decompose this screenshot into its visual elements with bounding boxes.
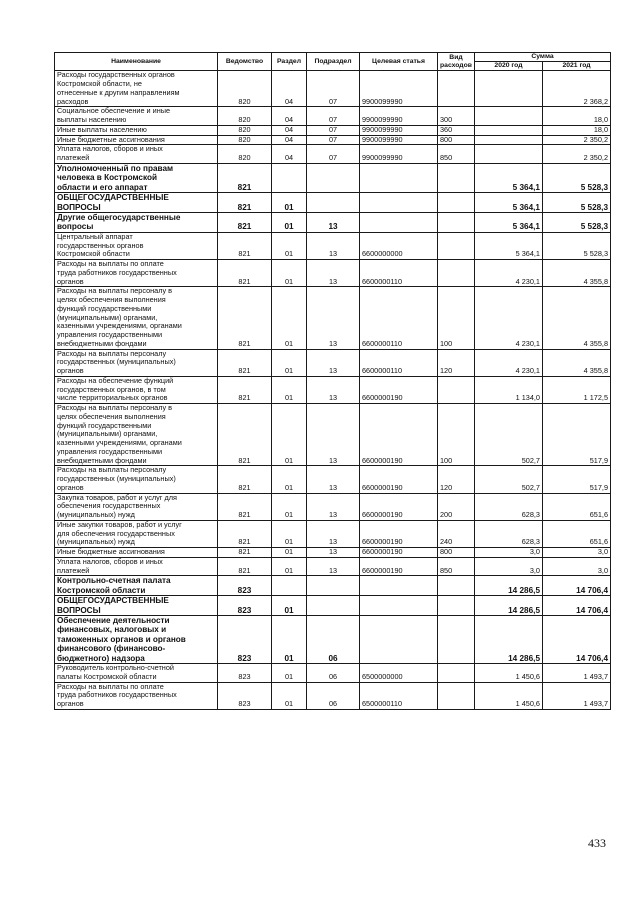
cell-name: Расходы на обеспечение функций государственных органов, в том числе территориальных органов — [55, 376, 218, 403]
cell-sum-2021: 517,9 — [543, 466, 611, 493]
cell-department: 820 — [218, 125, 272, 135]
cell-department: 820 — [218, 107, 272, 126]
cell-expense-type — [438, 71, 475, 107]
cell-expense-type: 850 — [438, 145, 475, 164]
cell-expense-type — [438, 682, 475, 709]
header-sum: Сумма — [475, 53, 611, 62]
cell-target: 6600000000 — [360, 232, 438, 259]
cell-sum-2020: 14 286,5 — [475, 576, 543, 596]
cell-department: 821 — [218, 520, 272, 547]
cell-department: 821 — [218, 404, 272, 466]
cell-department: 821 — [218, 466, 272, 493]
cell-sum-2020: 1 450,6 — [475, 664, 543, 683]
cell-sum-2020 — [475, 135, 543, 145]
cell-subsection: 13 — [307, 349, 360, 376]
cell-sum-2021: 2 368,2 — [543, 71, 611, 107]
cell-subsection: 13 — [307, 212, 360, 232]
cell-target: 6600000110 — [360, 260, 438, 287]
cell-subsection: 13 — [307, 557, 360, 576]
cell-target — [360, 596, 438, 616]
header-section: Раздел — [272, 53, 307, 71]
cell-name: Иные бюджетные ассигнования — [55, 135, 218, 145]
cell-sum-2020 — [475, 145, 543, 164]
cell-sum-2021: 5 528,3 — [543, 232, 611, 259]
cell-sum-2021: 4 355,8 — [543, 349, 611, 376]
cell-department: 821 — [218, 232, 272, 259]
cell-sum-2021: 651,6 — [543, 520, 611, 547]
header-expense-type: Вид расходов — [438, 53, 475, 71]
cell-expense-type: 120 — [438, 349, 475, 376]
table-row — [55, 212, 611, 232]
cell-sum-2021: 14 706,4 — [543, 576, 611, 596]
cell-section: 04 — [272, 125, 307, 135]
cell-section: 01 — [272, 664, 307, 683]
cell-expense-type: 120 — [438, 466, 475, 493]
cell-subsection: 13 — [307, 404, 360, 466]
cell-sum-2020: 4 230,1 — [475, 260, 543, 287]
cell-target: 6600000110 — [360, 349, 438, 376]
table-row — [55, 349, 611, 376]
cell-subsection: 07 — [307, 125, 360, 135]
cell-section: 01 — [272, 232, 307, 259]
table-row — [55, 287, 611, 349]
cell-subsection: 06 — [307, 682, 360, 709]
cell-sum-2021: 4 355,8 — [543, 260, 611, 287]
cell-name: Расходы на выплаты персоналу государственных (муниципальных) органов — [55, 349, 218, 376]
cell-subsection: 13 — [307, 520, 360, 547]
table-row — [55, 107, 611, 126]
cell-name: Руководитель контрольно-счетной палаты Костромской области — [55, 664, 218, 683]
cell-section: 01 — [272, 682, 307, 709]
cell-subsection: 13 — [307, 232, 360, 259]
cell-expense-type — [438, 163, 475, 192]
cell-name: Расходы на выплаты персоналу государственных (муниципальных) органов — [55, 466, 218, 493]
table-row — [55, 520, 611, 547]
cell-department: 821 — [218, 376, 272, 403]
cell-expense-type: 800 — [438, 135, 475, 145]
cell-department: 821 — [218, 193, 272, 213]
cell-section: 01 — [272, 548, 307, 558]
table-row — [55, 664, 611, 683]
page-number: 433 — [588, 836, 606, 850]
cell-target: 6600000190 — [360, 466, 438, 493]
table-row — [55, 576, 611, 596]
cell-sum-2021: 2 350,2 — [543, 135, 611, 145]
table-row — [55, 125, 611, 135]
cell-expense-type — [438, 232, 475, 259]
cell-target — [360, 163, 438, 192]
table-row — [55, 493, 611, 520]
header-target: Целевая статья — [360, 53, 438, 71]
cell-subsection — [307, 596, 360, 616]
cell-department: 821 — [218, 349, 272, 376]
cell-expense-type: 360 — [438, 125, 475, 135]
cell-department: 820 — [218, 71, 272, 107]
table-row — [55, 260, 611, 287]
cell-sum-2020: 3,0 — [475, 548, 543, 558]
cell-name: Расходы на выплаты по оплате труда работников государственных органов — [55, 260, 218, 287]
header-subsection: Подраздел — [307, 53, 360, 71]
cell-subsection: 13 — [307, 287, 360, 349]
cell-name: Закупка товаров, работ и услуг для обеспечения государственных (муниципальных) нужд — [55, 493, 218, 520]
table-row — [55, 682, 611, 709]
cell-target: 6500000000 — [360, 664, 438, 683]
cell-name: Уполномоченный по правам человека в Костромской области и его аппарат — [55, 163, 218, 192]
cell-sum-2021: 14 706,4 — [543, 615, 611, 663]
table-row — [55, 466, 611, 493]
header-department: Ведомство — [218, 53, 272, 71]
cell-sum-2020: 4 230,1 — [475, 349, 543, 376]
cell-sum-2020: 502,7 — [475, 404, 543, 466]
cell-name: Расходы на выплаты по оплате труда работников государственных органов — [55, 682, 218, 709]
cell-target: 9900099990 — [360, 145, 438, 164]
cell-sum-2021: 4 355,8 — [543, 287, 611, 349]
cell-sum-2020: 14 286,5 — [475, 615, 543, 663]
cell-department: 823 — [218, 596, 272, 616]
cell-expense-type: 300 — [438, 107, 475, 126]
cell-sum-2021: 14 706,4 — [543, 596, 611, 616]
cell-target: 9900099990 — [360, 71, 438, 107]
cell-sum-2020: 5 364,1 — [475, 212, 543, 232]
cell-department: 820 — [218, 145, 272, 164]
cell-section: 04 — [272, 71, 307, 107]
cell-section: 01 — [272, 287, 307, 349]
cell-sum-2021: 1 493,7 — [543, 682, 611, 709]
cell-department: 821 — [218, 163, 272, 192]
cell-section: 01 — [272, 404, 307, 466]
table-header — [55, 53, 611, 71]
cell-name: Иные закупки товаров, работ и услуг для обеспечения государственных (муниципальных) нужд — [55, 520, 218, 547]
cell-subsection: 06 — [307, 664, 360, 683]
cell-subsection — [307, 576, 360, 596]
cell-department: 821 — [218, 287, 272, 349]
cell-expense-type — [438, 664, 475, 683]
cell-sum-2020: 1 134,0 — [475, 376, 543, 403]
table-row — [55, 232, 611, 259]
cell-expense-type — [438, 615, 475, 663]
cell-subsection: 06 — [307, 615, 360, 663]
cell-name: Обеспечение деятельности финансовых, налоговых и таможенных органов и органов финансового (финансово- бюджетного) надзора — [55, 615, 218, 663]
cell-name: Расходы на выплаты персоналу в целях обеспечения выполнения функций государственными (муниципальными) органами, казенными учреждениями, органами управления государственными внебюджетными фондами — [55, 404, 218, 466]
cell-sum-2021: 1 493,7 — [543, 664, 611, 683]
cell-section: 01 — [272, 260, 307, 287]
cell-section: 04 — [272, 135, 307, 145]
cell-target: 6600000190 — [360, 520, 438, 547]
cell-department: 820 — [218, 135, 272, 145]
cell-department: 821 — [218, 493, 272, 520]
cell-target: 6600000190 — [360, 548, 438, 558]
cell-section — [272, 163, 307, 192]
table-row — [55, 548, 611, 558]
cell-sum-2021: 3,0 — [543, 548, 611, 558]
budget-sheet — [54, 52, 610, 710]
cell-sum-2020 — [475, 125, 543, 135]
table-row — [55, 376, 611, 403]
cell-subsection — [307, 193, 360, 213]
table-row — [55, 404, 611, 466]
cell-department: 821 — [218, 212, 272, 232]
cell-department: 821 — [218, 260, 272, 287]
cell-subsection: 13 — [307, 466, 360, 493]
cell-expense-type: 800 — [438, 548, 475, 558]
cell-sum-2020 — [475, 71, 543, 107]
table-row — [55, 135, 611, 145]
cell-sum-2020 — [475, 107, 543, 126]
cell-name: Расходы на выплаты персоналу в целях обеспечения выполнения функций государственными (муниципальными) органами, казенными учреждениями, органами управления государственными внебюджетными фондами — [55, 287, 218, 349]
cell-subsection: 13 — [307, 493, 360, 520]
cell-expense-type — [438, 212, 475, 232]
cell-section: 01 — [272, 596, 307, 616]
cell-name: ОБЩЕГОСУДАРСТВЕННЫЕ ВОПРОСЫ — [55, 193, 218, 213]
cell-subsection: 07 — [307, 135, 360, 145]
cell-name: Расходы государственных органов Костромской области, не отнесенные к другим направлениям расходов — [55, 71, 218, 107]
cell-sum-2020: 1 450,6 — [475, 682, 543, 709]
cell-sum-2021: 5 528,3 — [543, 193, 611, 213]
cell-target: 6500000110 — [360, 682, 438, 709]
cell-sum-2020: 5 364,1 — [475, 163, 543, 192]
cell-name: Иные бюджетные ассигнования — [55, 548, 218, 558]
cell-sum-2021: 2 350,2 — [543, 145, 611, 164]
cell-target: 9900099990 — [360, 135, 438, 145]
cell-sum-2020: 4 230,1 — [475, 287, 543, 349]
cell-sum-2020: 628,3 — [475, 493, 543, 520]
table-row — [55, 193, 611, 213]
cell-target: 6600000190 — [360, 557, 438, 576]
cell-sum-2020: 628,3 — [475, 520, 543, 547]
cell-section: 01 — [272, 466, 307, 493]
cell-section: 04 — [272, 145, 307, 164]
cell-section: 01 — [272, 349, 307, 376]
cell-name: Центральный аппарат государственных органов Костромской области — [55, 232, 218, 259]
cell-sum-2021: 517,9 — [543, 404, 611, 466]
cell-target: 6600000190 — [360, 404, 438, 466]
cell-name: Социальное обеспечение и иные выплаты населению — [55, 107, 218, 126]
cell-expense-type — [438, 376, 475, 403]
cell-target — [360, 212, 438, 232]
cell-target: 6600000190 — [360, 376, 438, 403]
cell-sum-2020: 502,7 — [475, 466, 543, 493]
cell-name: Уплата налогов, сборов и иных платежей — [55, 145, 218, 164]
cell-department: 821 — [218, 557, 272, 576]
header-name: Наименование — [55, 53, 218, 71]
cell-department: 823 — [218, 576, 272, 596]
table-row — [55, 596, 611, 616]
cell-subsection: 07 — [307, 71, 360, 107]
cell-section: 01 — [272, 376, 307, 403]
cell-section: 01 — [272, 615, 307, 663]
cell-expense-type: 200 — [438, 493, 475, 520]
cell-sum-2021: 18,0 — [543, 107, 611, 126]
cell-department: 821 — [218, 548, 272, 558]
table-row — [55, 615, 611, 663]
table-row — [55, 145, 611, 164]
cell-department: 823 — [218, 615, 272, 663]
cell-name: Уплата налогов, сборов и иных платежей — [55, 557, 218, 576]
cell-subsection: 13 — [307, 548, 360, 558]
cell-section: 01 — [272, 493, 307, 520]
cell-department: 823 — [218, 682, 272, 709]
table-body — [55, 71, 611, 710]
table-row — [55, 71, 611, 107]
cell-subsection: 13 — [307, 376, 360, 403]
cell-name: Контрольно-счетная палата Костромской области — [55, 576, 218, 596]
table-row — [55, 163, 611, 192]
cell-subsection — [307, 163, 360, 192]
cell-sum-2021: 3,0 — [543, 557, 611, 576]
cell-name: ОБЩЕГОСУДАРСТВЕННЫЕ ВОПРОСЫ — [55, 596, 218, 616]
cell-subsection: 07 — [307, 145, 360, 164]
cell-expense-type: 100 — [438, 404, 475, 466]
cell-department: 823 — [218, 664, 272, 683]
cell-sum-2021: 5 528,3 — [543, 163, 611, 192]
cell-target: 9900099990 — [360, 107, 438, 126]
cell-sum-2020: 3,0 — [475, 557, 543, 576]
cell-name: Иные выплаты населению — [55, 125, 218, 135]
budget-table — [54, 52, 611, 710]
cell-expense-type — [438, 596, 475, 616]
header-year-2021: 2021 год — [543, 62, 611, 71]
cell-sum-2021: 5 528,3 — [543, 212, 611, 232]
cell-expense-type: 850 — [438, 557, 475, 576]
cell-section: 01 — [272, 212, 307, 232]
cell-sum-2021: 651,6 — [543, 493, 611, 520]
cell-target — [360, 193, 438, 213]
cell-section: 01 — [272, 193, 307, 213]
cell-sum-2020: 5 364,1 — [475, 193, 543, 213]
cell-sum-2021: 1 172,5 — [543, 376, 611, 403]
cell-section: 04 — [272, 107, 307, 126]
cell-expense-type — [438, 193, 475, 213]
cell-section: 01 — [272, 557, 307, 576]
cell-sum-2021: 18,0 — [543, 125, 611, 135]
cell-target: 6600000110 — [360, 287, 438, 349]
cell-expense-type: 100 — [438, 287, 475, 349]
cell-name: Другие общегосударственные вопросы — [55, 212, 218, 232]
cell-target: 9900099990 — [360, 125, 438, 135]
cell-expense-type: 240 — [438, 520, 475, 547]
cell-sum-2020: 14 286,5 — [475, 596, 543, 616]
cell-expense-type — [438, 260, 475, 287]
cell-sum-2020: 5 364,1 — [475, 232, 543, 259]
cell-subsection: 13 — [307, 260, 360, 287]
cell-target: 6600000190 — [360, 493, 438, 520]
cell-target — [360, 576, 438, 596]
cell-target — [360, 615, 438, 663]
cell-expense-type — [438, 576, 475, 596]
cell-section: 01 — [272, 520, 307, 547]
header-year-2020: 2020 год — [475, 62, 543, 71]
table-row — [55, 557, 611, 576]
cell-section — [272, 576, 307, 596]
cell-subsection: 07 — [307, 107, 360, 126]
